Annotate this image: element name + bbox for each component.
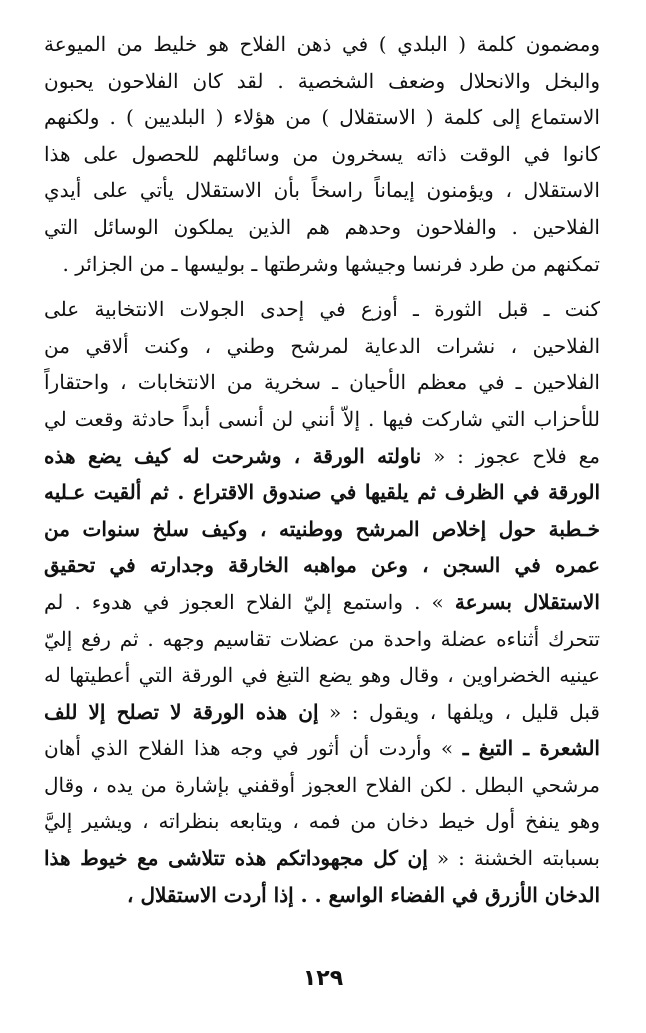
text-run: والبخل والانحلال وضعف الشخصية . لقد كان الفلاحون يحبون (44, 68, 600, 93)
text-line (44, 401, 600, 438)
text-run: كانوا في الوقت ذاته يسخرون من وسائلهم للحصول على هذا (44, 141, 600, 166)
text-line (44, 364, 600, 401)
paragraph-gap (44, 282, 600, 291)
text-run: مع فلاح عجوز : « (421, 443, 600, 468)
paragraph (44, 291, 600, 913)
bold-text-run: الشعرة ـ التبغ ـ (462, 736, 600, 761)
paragraph (44, 26, 600, 282)
page-number: ١٢٩ (302, 966, 344, 991)
text-run: كنت ـ قبل الثورة ـ أوزع في إحدى الجولات الانتخابية على (44, 297, 600, 322)
text-line (44, 767, 600, 804)
text-line (44, 694, 600, 731)
bold-text-run: الاستقلال بسرعة (454, 589, 600, 614)
bold-text-run: عمره في السجن ، وعن مواهبه الخارقة وجدارته في تحقيق (44, 553, 600, 578)
text-run: » وأردت أن أثور في وجه هذا الفلاح الذي أهان (44, 736, 463, 761)
text-line (44, 547, 600, 584)
text-run: الاستماع إلى كلمة ( الاستقلال ) من هؤلاء ( البلديين ) . ولكنهم (44, 105, 600, 130)
text-run: عينيه الخضراوين ، وقال وهو يضع التبغ في الورقة التي أعطيتها له (44, 663, 600, 688)
text-line (44, 99, 600, 136)
text-run: ومضمون كلمة ( البلدي ) في ذهن الفلاح هو خليط من الميوعة (44, 32, 600, 56)
bold-text-run: إن كل مجهوداتكم هذه تتلاشى مع خيوط هذا (44, 846, 428, 871)
text-run: الاستقلال ، ويؤمنون إيماناً راسخاً بأن الاستقلال يأتي على أيدي (44, 178, 600, 203)
text-line (44, 840, 600, 877)
text-column (44, 26, 600, 913)
text-line (44, 26, 600, 63)
text-run: الفلاحين ، نشرات الدعاية لمرشح وطني ، وكنت ألاقي من (44, 333, 600, 358)
text-line (44, 209, 600, 246)
text-line (44, 657, 600, 694)
bold-text-run: ناولته الورقة ، وشرحت له كيف يضع هذه (44, 443, 422, 468)
text-run: مرشحي البطل . لكن الفلاح العجوز أوقفني بإشارة من يده ، وقال (44, 772, 600, 797)
text-run: للأحزاب التي شاركت فيها . إلاّ أنني لن أنسى أبداً حادثة وقعت لي (44, 406, 600, 431)
text-line (44, 172, 600, 209)
text-line (44, 291, 600, 328)
text-run: » . واستمع إليّ الفلاح العجوز في هدوء . لم (44, 589, 455, 614)
text-line (44, 803, 600, 840)
bold-text-run: إن هذه الورقة لا تصلح إلا للف (44, 699, 319, 724)
bold-text-run: الورقة في الظرف ثم يلقيها في صندوق الاقتراع . ثم ألقيت عـليه (44, 480, 600, 505)
text-run: وهو ينفخ أول خيط دخان من فمه ، ويتابعه بنظراته ، ويشير إليَّ (44, 809, 600, 834)
text-run: بسبابته الخشنة : « (427, 846, 600, 871)
text-run: الفلاحين ـ في معظم الأحيان ـ سخرية من الانتخابات ، واحتقاراً (44, 370, 600, 395)
text-line (44, 136, 600, 173)
text-run: قبل قليل ، ويلفها ، ويقول : « (318, 699, 600, 724)
page-body (44, 26, 600, 913)
bold-text-run: خـطبة حول إخلاص المرشح ووطنيته ، وكيف سلخ سنوات من (44, 516, 600, 541)
text-run: تتحرك أثناءه عضلة واحدة من عضلات تقاسيم وجهه . ثم رفع إليّ (44, 626, 600, 651)
text-line (44, 328, 600, 365)
text-line (44, 877, 600, 914)
text-line (44, 63, 600, 100)
text-line (44, 584, 600, 621)
text-line (44, 474, 600, 511)
text-run: تمكنهم من طرد فرنسا وجيشها وشرطتها ـ بوليسها ـ من الجزائر . (62, 251, 600, 276)
bold-text-run: الدخان الأزرق في الفضاء الواسع . . إذا أردت الاستقلال ، (127, 882, 600, 907)
text-run: الفلاحين . والفلاحون وحدهم هم الذين يملكون الوسائل التي (44, 214, 600, 239)
text-line (44, 730, 600, 767)
text-line (44, 246, 600, 283)
text-line (44, 621, 600, 658)
text-line (44, 511, 600, 548)
text-line (44, 438, 600, 475)
